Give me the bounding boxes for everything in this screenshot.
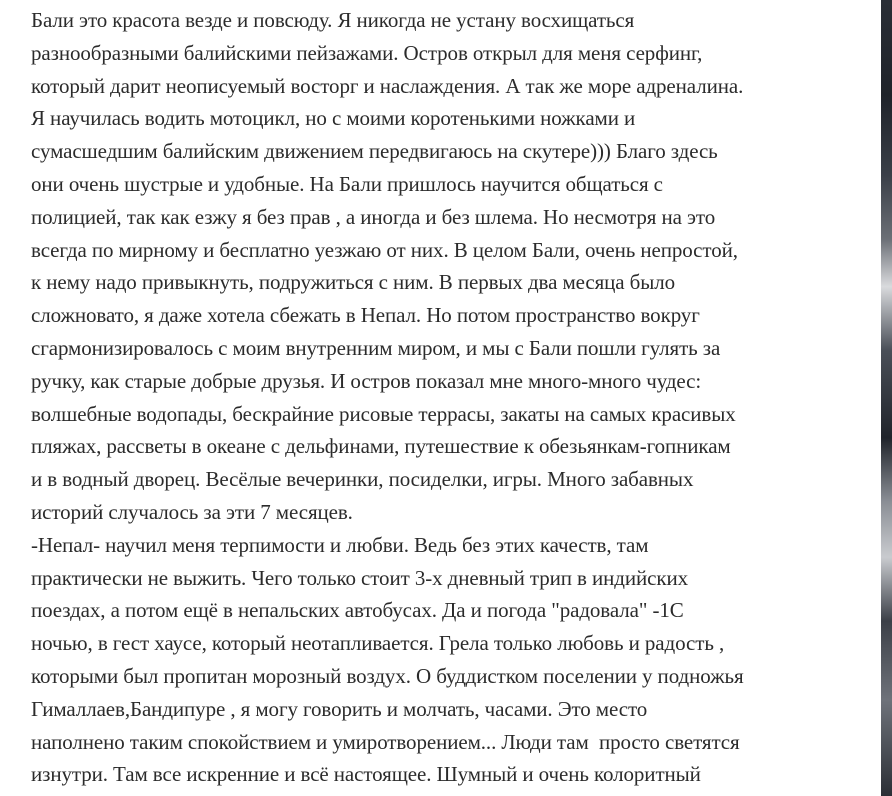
text-line: к нему надо привыкнуть, подружиться с ним. В первых два месяца было (31, 270, 676, 295)
text-line: сложновато, я даже хотела сбежать в Непал. Но потом пространство вокруг (31, 303, 700, 328)
text-line: разнообразными балийскими пейзажами. Остров открыл для меня серфинг, (31, 40, 703, 65)
text-line: полицией, так как езжу я без прав , а иногда и без шлема. Но несмотря на это (31, 204, 716, 229)
text-line: наполнено таким спокойствием и умиротворением... Люди там просто светятся (31, 729, 740, 754)
text-line: Бали это красота везде и повсюду. Я никогда не устану восхищаться (31, 8, 635, 32)
text-line: -Непал- научил меня терпимости и любви. Ведь без этих качеств, там (31, 532, 649, 557)
article-text (31, 4, 871, 791)
text-line: всегда по мирному и бесплатно уезжаю от них. В целом Бали, очень непростой, (31, 237, 738, 262)
text-line: Гималлаев,Бандипуре , я могу говорить и молчать, часами. Это место (31, 696, 648, 721)
text-line: изнутри. Там все искренние и всё настоящее. Шумный и очень колоритный (31, 762, 701, 787)
text-line: сумасшедшим балийским движением передвигаюсь на скутере))) Благо здесь (31, 139, 718, 164)
text-line: ночью, в гест хаусе, который неотапливается. Грела только любовь и радость , (31, 631, 725, 656)
photo-edge-strip (881, 0, 892, 796)
text-line: которыми был пропитан морозный воздух. О буддистком поселении у подножья (31, 663, 744, 688)
text-line: сгармонизировалось с моим внутренним миром, и мы с Бали пошли гулять за (31, 335, 721, 360)
text-line: пляжах, рассветы в океане с дельфинами, путешествие к обезьянкам-гопникам (31, 434, 731, 459)
text-line: Я научилась водить мотоцикл, но с моими коротенькими ножками и (31, 106, 636, 131)
text-line: историй случалось за эти 7 месяцев. (31, 499, 353, 524)
text-line: волшебные водопады, бескрайние рисовые террасы, закаты на самых красивых (31, 401, 736, 426)
text-line: практически не выжить. Чего только стоит 3-х дневный трип в индийских (31, 565, 688, 590)
text-line: они очень шустрые и удобные. На Бали пришлось научится общаться с (31, 171, 663, 196)
text-line: и в водный дворец. Весёлые вечеринки, посиделки, игры. Много забавных (31, 467, 694, 492)
text-line: который дарит неописуемый восторг и наслаждения. А так же море адреналина. (31, 73, 744, 98)
text-line: поездах, а потом ещё в непальских автобусах. Да и погода "радовала" -1С (31, 598, 684, 623)
text-line: ручку, как старые добрые друзья. И остров показал мне много-много чудес: (31, 368, 702, 393)
